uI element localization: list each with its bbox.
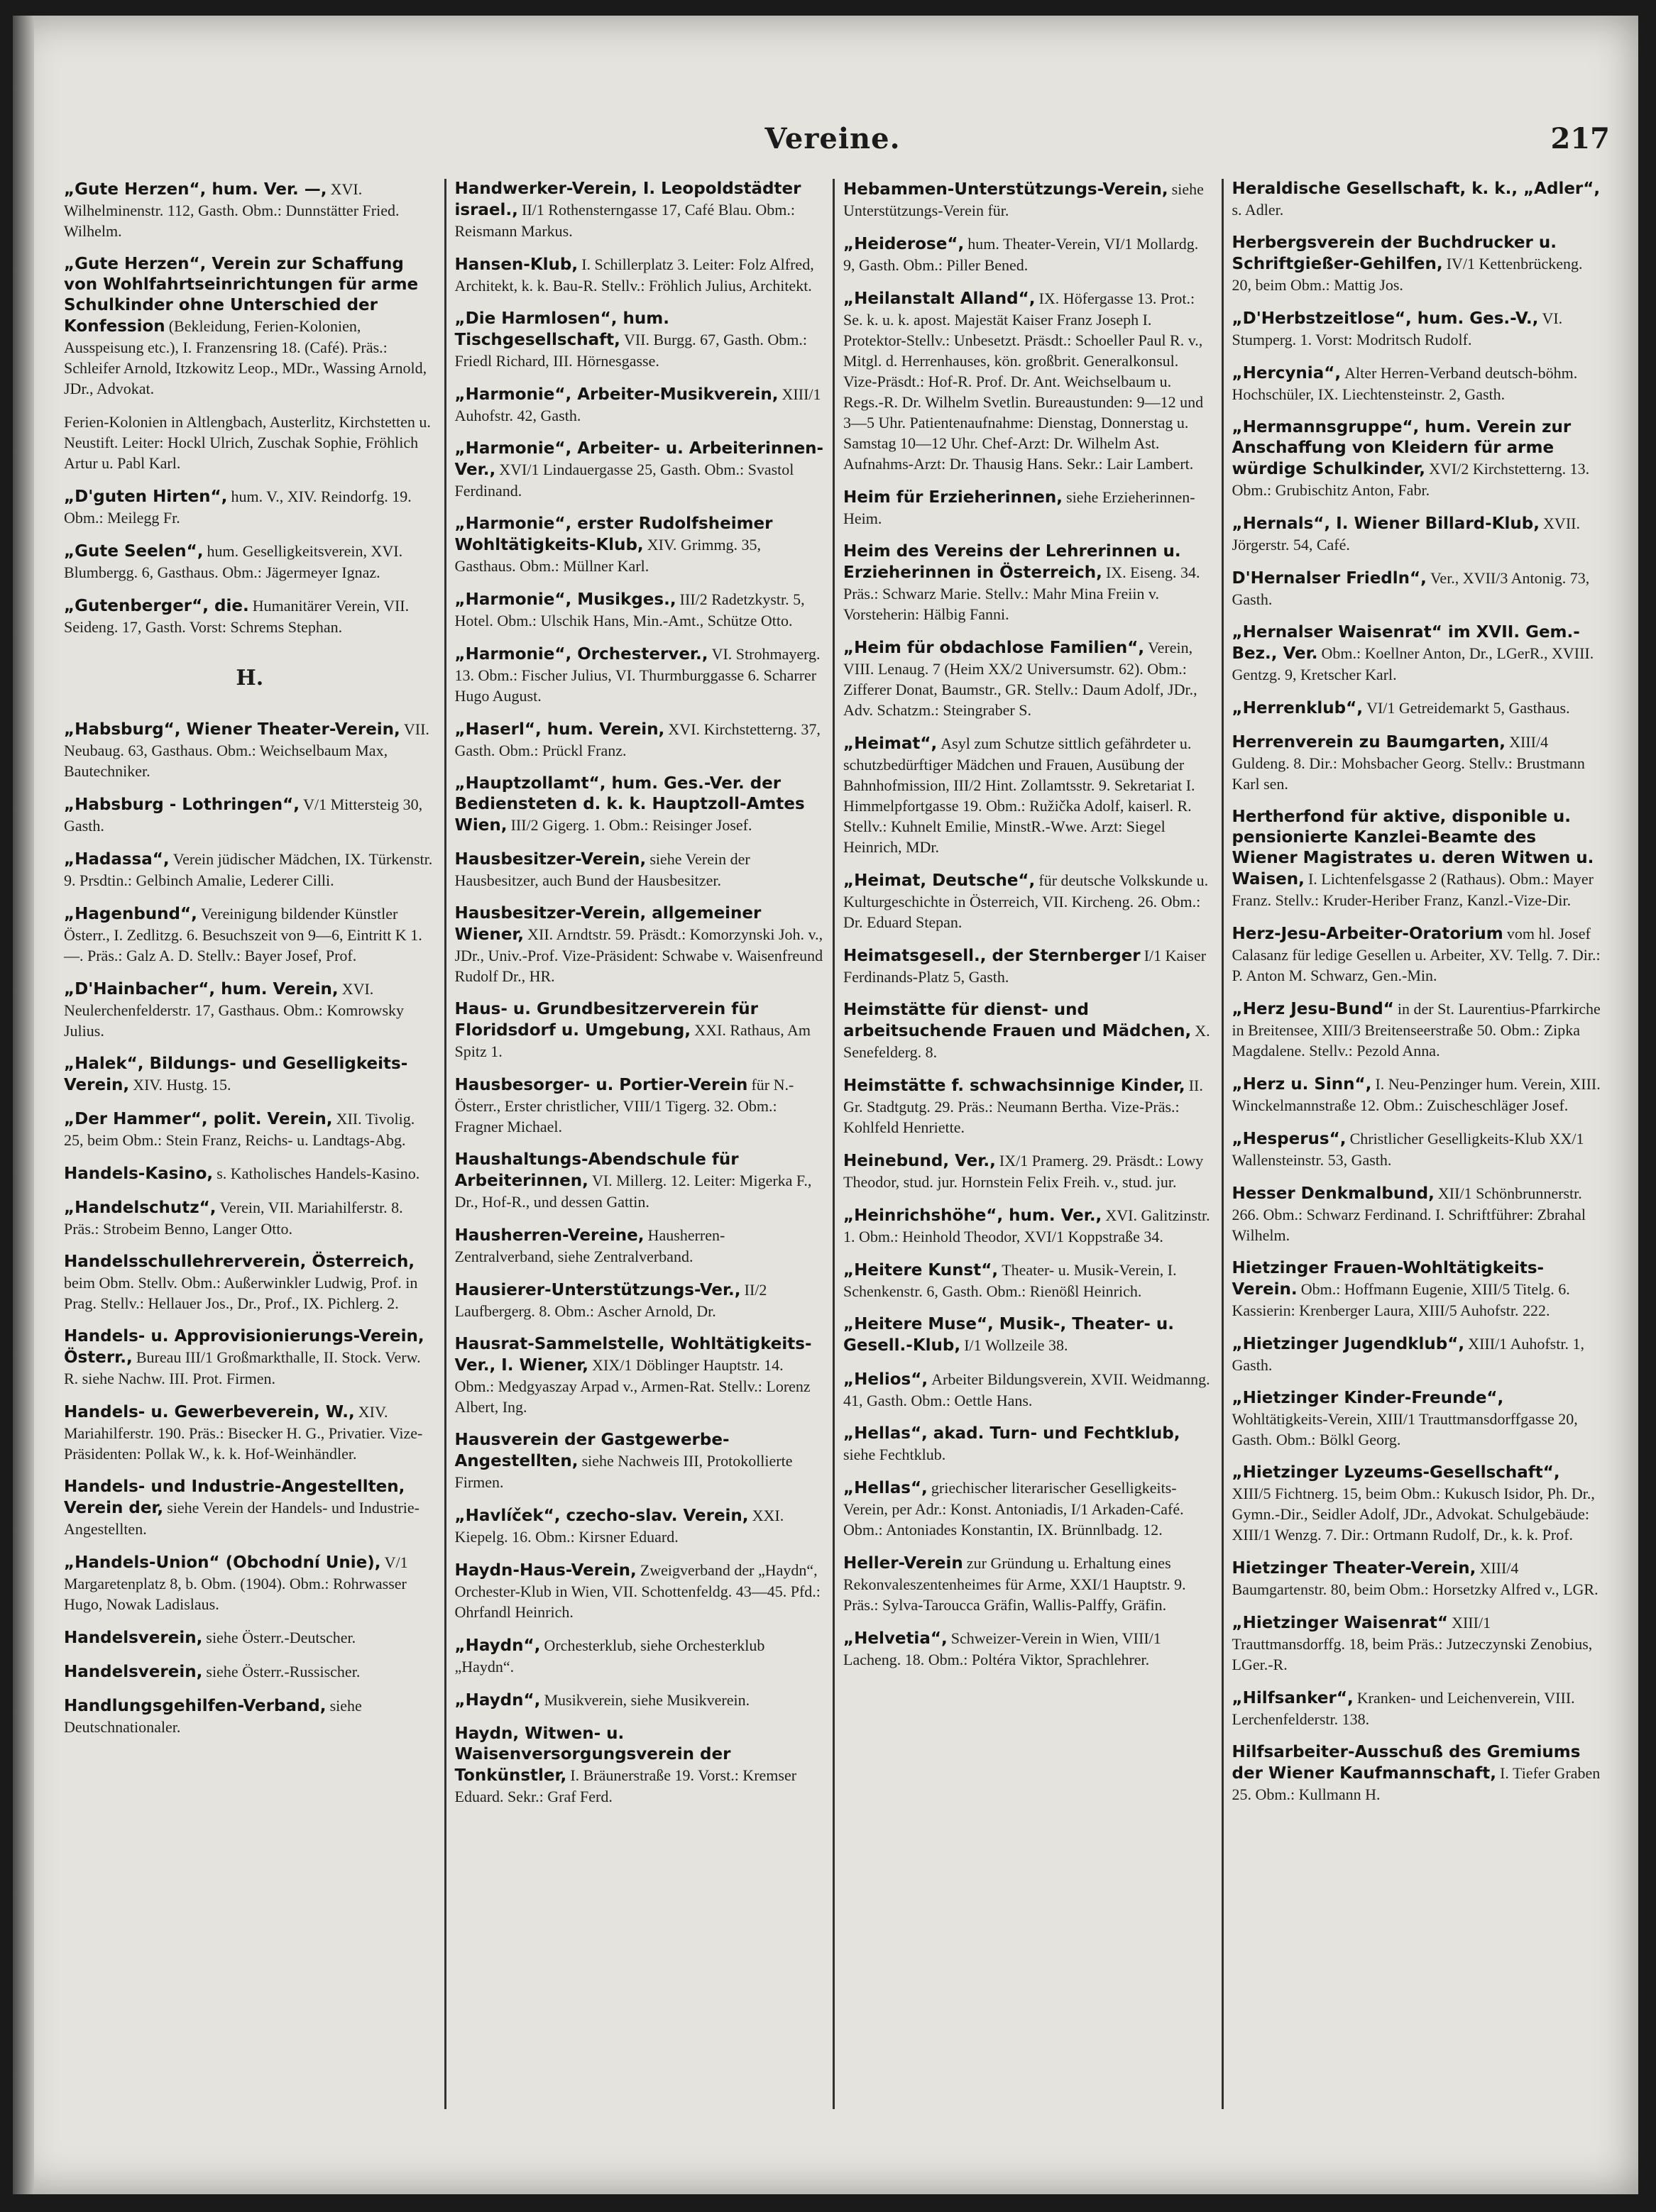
running-title: Vereine. [764, 122, 901, 155]
directory-entry [455, 1074, 825, 1137]
entry-text: siehe Deutschnationaler. [64, 1697, 362, 1736]
entry-name: „Heimat, Deutsche“, [843, 871, 1036, 890]
directory-entry [455, 254, 825, 296]
entry-name: Handelsverein, [64, 1663, 203, 1681]
scanned-page [13, 16, 1638, 2194]
directory-entry [64, 1552, 436, 1614]
directory-entry [455, 439, 825, 501]
entry-text: XVI. Galitzinstr. 1. Obm.: Heinhold Theodor, XVI/1 Koppstraße 34. [843, 1206, 1210, 1245]
directory-entry [455, 1334, 825, 1417]
entry-text: XVI/1 Lindauergasse 25, Gasth. Obm.: Svastol Ferdinand. [454, 461, 794, 500]
entry-text: zur Gründung u. Erhaltung eines Rekonvaleszentenheimes für Arme, XXI/1 Hauptstr. 9. Präs.: Sylva-Taroucca Gräfin, Wallis-Palffy, Gräfin. [843, 1554, 1186, 1614]
directory-entry [455, 999, 825, 1062]
directory-entry [64, 849, 436, 891]
directory-entry [64, 1661, 436, 1683]
directory-entry [455, 514, 825, 576]
entry-name: Hausbesitzer-Verein, allgemeiner Wiener, [454, 904, 762, 944]
directory-entry [64, 794, 436, 836]
entry-name: „D'Hainbacher“, hum. Verein, [64, 980, 339, 998]
entry-name: Hausbesorger- u. Portier-Verein [454, 1076, 748, 1094]
entry-name: Hausierer-Unterstützungs-Ver., [454, 1281, 741, 1299]
entry-text: VI. Millerg. 12. Leiter: Migerka F., Dr., Hof-R., und dessen Gattin. [454, 1172, 812, 1211]
entry-name: Hebammen-Unterstützungs-Verein, [843, 180, 1168, 199]
entry-name: „Herz Jesu-Bund“ [1232, 1000, 1394, 1018]
entry-text: für deutsche Volkskunde u. Kulturgeschichte in Österreich, VII. Kircheng. 26. Obm.: Dr. Eduard Stepan. [843, 871, 1209, 931]
directory-entry [1232, 1074, 1602, 1116]
entry-text: X. Senefelderg. 8. [843, 1022, 1210, 1061]
page-header [55, 122, 1610, 172]
entry-text: IV/1 Kettenbrückeng. 20, beim Obm.: Mattig Jos. [1232, 255, 1583, 294]
entry-text: hum. Theater-Verein, VI/1 Mollardg. 9, Gasth. Obm.: Piller Bened. [843, 235, 1199, 274]
entry-name: „Heinrichshöhe“, hum. Ver., [843, 1206, 1102, 1225]
entry-text: XXI. Rathaus, Am Spitz 1. [454, 1021, 811, 1060]
entry-name: „D'Herbstzeitlose“, hum. Ges.-V., [1232, 309, 1539, 328]
entry-name: Handelsverein, [64, 1629, 203, 1647]
directory-entry [1232, 1183, 1602, 1245]
directory-entry [455, 179, 825, 241]
entry-name: „Heim für obdachlose Familien“, [843, 639, 1145, 657]
entry-text: Bureau III/1 Großmarkthalle, II. Stock. Verw. R. siehe Nachw. III. Prot. Firmen. [64, 1348, 421, 1387]
entry-text: I. Bräunerstraße 19. Vorst.: Kremser Eduard. Sekr.: Graf Ferd. [454, 1766, 797, 1805]
entry-text: I. Tiefer Graben 25. Obm.: Kullmann H. [1232, 1764, 1601, 1803]
entry-text: XIV. Mariahilferstr. 190. Präs.: Bisecker H. G., Privatier. Vize-Präsidenten: Pollak W., k. k. Hof-Weinhändler. [64, 1403, 423, 1463]
page-fold-shadow [13, 16, 34, 2194]
entry-text: Ferien-Kolonien in Altlengbach, Austerlitz, Kirchstetten u. Neustift. Leiter: Hockl Ulrich, Zuschak Sophie, Fröhlich Artur u. Pabl Karl. [64, 413, 431, 472]
directory-entry [843, 945, 1213, 987]
entry-text: griechischer literarischer Geselligkeits-Verein, per Adr.: Konst. Antoniadis, I/1 Arkaden-Café. Obm.: Antoniades Konstantin, IX. Brünnlbadg. 12. [843, 1479, 1184, 1539]
entry-text: I. Lichtenfelsgasse 2 (Rathaus). Obm.: Mayer Franz. Stellv.: Kruder-Heriber Franz, Kanzl.-Vize-Dir. [1232, 870, 1594, 909]
directory-entry [64, 1163, 436, 1184]
entry-name: Heimatsgesell., der Sternberger [843, 947, 1141, 965]
entry-text: Humanitärer Verein, VII. Seideng. 17, Gasth. Vorst: Schrems Stephan. [64, 597, 410, 636]
entry-text: VI. Stumperg. 1. Vorst: Modritsch Rudolf. [1232, 309, 1563, 348]
entry-name: „Halek“, Bildungs- und Geselligkeits-Verein, [64, 1055, 408, 1094]
entry-text: XIII/4 Guldeng. 8. Dir.: Mohsbacher Georg. Stellv.: Brustmann Karl sen. [1232, 733, 1585, 793]
directory-entry [1232, 1612, 1602, 1675]
entry-name: Heraldische Gesellschaft, k. k., „Adler“, [1232, 180, 1601, 198]
entry-text: VII. Burgg. 67, Gasth. Obm.: Friedl Richard, III. Hörnesgasse. [454, 331, 808, 370]
directory-entry [64, 1402, 436, 1464]
entry-text: XII/1 Schönbrunnerstr. 266. Obm.: Schwarz Ferdinand. I. Schriftführer: Zbrahal Wilhelm. [1232, 1184, 1586, 1244]
directory-entry [843, 179, 1213, 221]
directory-entry [1232, 622, 1602, 685]
directory-entry [843, 288, 1213, 474]
entry-text: Obm.: Koellner Anton, Dr., LGerR., XVIII. Gentzg. 9, Kretscher Karl. [1232, 644, 1594, 683]
directory-entry [64, 1054, 436, 1096]
entry-text: XIII/1 Auhofstr. 1, Gasth. [1232, 1335, 1584, 1374]
entry-name: „Habsburg - Lothringen“, [64, 796, 300, 814]
directory-entry [64, 1108, 436, 1150]
entry-name: D'Hernalser Friedln“, [1232, 569, 1427, 588]
entry-name: „Hesperus“, [1232, 1130, 1347, 1148]
directory-entry [455, 1724, 825, 1807]
entry-text: XXI. Kiepelg. 16. Obm.: Kirsner Eduard. [454, 1507, 784, 1546]
entry-text: beim Obm. Stellv. Obm.: Außerwinkler Ludwig, Prof. in Prag. Stellv.: Hellauer Jos., Dr., Prof., IX. Pichlerg. 2. [64, 1274, 418, 1312]
directory-entry [843, 733, 1213, 857]
entry-name: „Gutenberger“, die. [64, 597, 249, 615]
entry-text: I. Schillerplatz 3. Leiter: Folz Alfred, Architekt, k. k. Bau-R. Stellv.: Fröhlich Julius, Architekt. [454, 255, 814, 295]
page-number: 217 [1550, 122, 1610, 155]
entry-name: „Harmonie“, Orchesterver., [454, 645, 708, 664]
entry-text: s. Katholisches Handels-Kasino. [216, 1165, 420, 1182]
entry-text: Vereinigung bildender Künstler Österr., I. Zedlitzg. 6. Besuchszeit von 9—6, Eintritt K 1.—. Präs.: Galz A. D. Stellv.: Bayer Josef, Prof. [64, 905, 422, 964]
directory-entry [64, 1252, 436, 1314]
directory-entry [843, 870, 1213, 932]
entry-name: „Heimat“, [843, 734, 938, 753]
entry-name: Handlungsgehilfen-Verband, [64, 1697, 327, 1715]
entry-text: (Bekleidung, Ferien-Kolonien, Ausspeisung etc.), I. Franzensring 18. (Café). Präs.: Schleifer Arnold, Itzkowitz Leop., MDr., Wassing Arnold, JDr., Advokat. [64, 317, 427, 397]
directory-entry [1232, 1463, 1602, 1545]
entry-text: III/2 Radetzkystr. 5, Hotel. Obm.: Ulschik Hans, Min.-Amt., Schütze Otto. [454, 590, 805, 629]
entry-name: Herz-Jesu-Arbeiter-Oratorium [1232, 925, 1503, 943]
directory-entry [1232, 363, 1602, 405]
entry-text: XIII/1 Auhofstr. 42, Gasth. [454, 385, 821, 424]
entry-name: Handelsschullehrerverein, Österreich, [64, 1253, 415, 1271]
directory-entry [1232, 1388, 1602, 1450]
entry-name: Hietzinger Frauen-Wohltätigkeits-Verein. [1232, 1259, 1545, 1299]
entry-text: in der St. Laurentius-Pfarrkirche in Breitensee, XIII/3 Breitenseerstraße 50. Obm.: Zipka Magdalene. Stellv.: Pezold Anna. [1232, 1000, 1601, 1060]
directory-entry [843, 487, 1213, 529]
entry-text: Musikverein, siehe Musikverein. [544, 1691, 750, 1709]
column-1 [55, 179, 444, 2109]
entry-name: „Handels-Union“ (Obchodní Unie), [64, 1553, 381, 1572]
entry-name: Haydn, Witwen- u. Waisenversorgungsverein der Tonkünstler, [454, 1724, 731, 1785]
entry-name: „Die Harmlosen“, hum. Tischgesellschaft, [454, 309, 669, 349]
directory-entry [64, 1326, 436, 1389]
entry-text: Schweizer-Verein in Wien, VIII/1 Lacheng. 18. Obm.: Poltéra Viktor, Sprachlehrer. [843, 1629, 1161, 1668]
entry-text: V/1 Mittersteig 30, Gasth. [64, 796, 423, 835]
column-3 [833, 179, 1222, 2109]
entry-name: „Gute Seelen“, [64, 542, 204, 561]
entry-name: „Gute Herzen“, hum. Ver. —, [64, 180, 327, 199]
entry-name: „Herrenklub“, [1232, 699, 1363, 717]
directory-entry [455, 903, 825, 986]
entry-name: „Hernals“, I. Wiener Billard-Klub, [1232, 515, 1540, 533]
entry-text: XIII/5 Fichtnerg. 15, beim Obm.: Kukusch Isidor, Ph. Dr., Gymn.-Dir., Seidler Adolf, JDr., Advokat. Schulgebäude: XIII/1 Wenzg. 7. Dir.: Ortmann Rudolf, Dr., k. k. Prof. [1232, 1485, 1595, 1544]
entry-name: „Handelschutz“, [64, 1199, 216, 1217]
directory-entry [843, 233, 1213, 275]
entry-name: „Hietzinger Kinder-Freunde“, [1232, 1389, 1504, 1407]
directory-entry [1232, 698, 1602, 719]
entry-name: „Helvetia“, [843, 1629, 948, 1648]
entry-text: siehe Nachweis III, Protokollierte Firmen. [454, 1452, 793, 1491]
directory-entry [455, 1150, 825, 1212]
entry-name: Heinebund, Ver., [843, 1152, 996, 1170]
entry-text: IX. Höfergasse 13. Prot.: Se. k. u. k. apost. Majestät Kaiser Franz Joseph I. Protektor-Stellv.: Unbesetzt. Präsdt.: Schoeller Paul R. v., Mitgl. d. Herrenhauses, kön. großbrit. Generalkonsul. Vize-Präsdt.: Hof-R. Prof. Dr. Ant. Weichselbaum u. Regs.-R. Dr. Wilhelm Svetlin. Bureaustunden: 9—12 und 3—5 Uhr. Patientenaufnahme: Dienstag, Donnerstag u. Samstag 10—12 Uhr. Chef-Arzt: Dr. Wilhelm Ast. Aufnahms-Arzt: Dr. Thausig Hans. Sekr.: Lair Lambert. [843, 290, 1204, 473]
entry-name: „Hietzinger Waisenrat“ [1232, 1614, 1448, 1632]
entry-text: XII. Tivolig. 25, beim Obm.: Stein Franz, Reichs- u. Landtags-Abg. [64, 1110, 415, 1149]
directory-entry [1232, 807, 1602, 910]
entry-name: „Heitere Muse“, Musik-, Theater- u. Gesell.-Klub, [843, 1315, 1175, 1355]
directory-entry [64, 1477, 436, 1539]
entry-name: Hilfsarbeiter-Ausschuß des Gremiums der Wiener Kaufmannschaft, [1232, 1743, 1581, 1783]
directory-entry [64, 595, 436, 637]
directory-entry [843, 1478, 1213, 1540]
entry-name: Handels- und Industrie-Angestellten, Verein der, [64, 1478, 405, 1517]
entry-name: Haushaltungs-Abendschule für Arbeiterinnen, [454, 1150, 739, 1190]
directory-entry [455, 644, 825, 706]
entry-name: „Heiderose“, [843, 235, 965, 253]
directory-entry [843, 1314, 1213, 1356]
entry-name: Handels- u. Approvisionierungs-Verein, Österr., [64, 1327, 424, 1367]
entry-text: Verein, VIII. Lenaug. 7 (Heim XX/2 Universumstr. 62). Obm.: Zifferer Donat, Baumstr., GR. Stellv.: Daum Adolf, JDr., Adv. Schatzm.: Steingraber S. [843, 639, 1197, 719]
entry-text: XVI. Wilhelminenstr. 112, Gasth. Obm.: Dunnstätter Fried. Wilhelm. [64, 180, 400, 240]
directory-entry [455, 1430, 825, 1492]
entry-text: XVI/2 Kirchstetterng. 13. Obm.: Grubischitz Anton, Fabr. [1232, 460, 1590, 499]
entry-text: siehe Unterstützungs-Verein für. [843, 180, 1204, 219]
directory-entry [64, 254, 436, 399]
entry-text: V/1 Margaretenplatz 8, b. Obm. (1904). Obm.: Rohrwasser Hugo, Nowak Ladislaus. [64, 1553, 408, 1613]
entry-text: XVI. Kirchstetterng. 37, Gasth. Obm.: Prückl Franz. [454, 720, 821, 759]
entry-text: XVI. Neulerchenfelderstr. 17, Gasthaus. Obm.: Komrowsky Julius. [64, 980, 405, 1040]
entry-name: Heim für Erzieherinnen, [843, 488, 1063, 507]
entry-text: II/1 Rothensterngasse 17, Café Blau. Obm.: Reismann Markus. [454, 201, 795, 240]
entry-text: IX/1 Pramerg. 29. Präsdt.: Lowy Theodor, stud. jur. Hornstein Felix Freih. v., stud. jur. [843, 1152, 1204, 1191]
entry-text: VI/1 Getreidemarkt 5, Gasthaus. [1366, 699, 1570, 717]
directory-entry [64, 179, 436, 241]
entry-text: siehe Verein der Handels- und Industrie-Angestellten. [64, 1499, 420, 1538]
entry-text: XIII/4 Baumgartenstr. 80, beim Obm.: Horsetzky Alfred v., LGR. [1232, 1559, 1599, 1598]
directory-entry [64, 541, 436, 583]
column-4 [1222, 179, 1611, 2109]
entry-text: II/2 Laufbergerg. 8. Obm.: Ascher Arnold, Dr. [454, 1281, 767, 1320]
entry-name: „Heitere Kunst“, [843, 1261, 999, 1280]
entry-name: Hansen-Klub, [454, 255, 578, 274]
directory-entry [843, 1000, 1213, 1062]
entry-name: „Hadassa“, [64, 850, 170, 869]
entry-text: I/1 Kaiser Ferdinands-Platz 5, Gasth. [843, 947, 1207, 986]
entry-name: „Hietzinger Jugendklub“, [1232, 1335, 1465, 1353]
entry-name: Herrenverein zu Baumgarten, [1232, 733, 1506, 752]
entry-name: „Habsburg“, Wiener Theater-Verein, [64, 720, 400, 739]
entry-name: „Gute Herzen“, Verein zur Schaffung von Wohlfahrtseinrichtungen für arme Schulkinder ohne Unterschied der Konfession [64, 255, 419, 336]
entry-name: „Harmonie“, Arbeiter-Musikverein, [454, 385, 779, 404]
entry-text: IX. Eiseng. 34. Präs.: Schwarz Marie. Stellv.: Mahr Mina Freiin v. Vorsteherin: Hälbig Fanni. [843, 563, 1200, 623]
entry-name: Haus- u. Grundbesitzerverein für Floridsdorf u. Umgebung, [454, 1000, 758, 1040]
entry-text: Alter Herren-Verband deutsch-böhm. Hochschüler, IX. Liechtensteinstr. 2, Gasth. [1232, 364, 1578, 403]
entry-text: s. Adler. [1232, 201, 1284, 219]
entry-text: VII. Neubaug. 63, Gasthaus. Obm.: Weichselbaum Max, Bautechniker. [64, 720, 429, 780]
directory-entry [1232, 568, 1602, 610]
directory-entry [64, 1627, 436, 1649]
entry-text: Christlicher Geselligkeits-Klub XX/1 Wallensteinstr. 53, Gasth. [1232, 1130, 1584, 1169]
directory-entry [843, 1424, 1213, 1465]
entry-name: „Hellas“, [843, 1479, 928, 1497]
directory-entry [1232, 1742, 1602, 1805]
entry-name: Handels-Kasino, [64, 1165, 214, 1183]
entry-text: Verein jüdischer Mädchen, IX. Türkenstr. 9. Prsdtin.: Gelbinch Amalie, Lederer Cilli. [64, 850, 433, 889]
directory-entry [455, 774, 825, 836]
entry-name: „Herz u. Sinn“, [1232, 1075, 1372, 1094]
entry-text: Hausherren-Zentralverband, siehe Zentralverband. [454, 1226, 725, 1265]
entry-name: „Helios“, [843, 1370, 928, 1389]
directory-entry [64, 719, 436, 781]
directory-entry [1232, 233, 1602, 295]
entry-name: „Harmonie“, Arbeiter- u. Arbeiterinnen-Ver., [454, 439, 824, 479]
entry-name: Heller-Verein [843, 1554, 963, 1573]
entry-text: siehe Österr.-Russischer. [206, 1663, 361, 1680]
entry-text: siehe Österr.-Deutscher. [206, 1629, 356, 1646]
directory-entry [1232, 1333, 1602, 1375]
entry-text: Verein, VII. Mariahilferstr. 8. Präs.: Strobeim Benno, Langer Otto. [64, 1199, 403, 1238]
directory-entry [1232, 417, 1602, 500]
entry-name: „Haserl“, hum. Verein, [454, 720, 665, 739]
entry-text: XII. Arndtstr. 59. Präsdt.: Komorzynski Joh. v., JDr., Univ.-Prof. Vize-Präsident: Schwabe v. Waisenfreund Rudolf Dr., HR. [454, 925, 823, 985]
directory-entry [64, 412, 436, 473]
entry-name: „Hietzinger Lyzeums-Gesellschaft“, [1232, 1463, 1560, 1482]
entry-name: „Hellas“, akad. Turn- und Fechtklub, [843, 1424, 1180, 1443]
entry-name: „Hauptzollamt“, hum. Ges.-Ver. der Bediensteten d. k. k. Hauptzoll-Amtes Wien, [454, 774, 805, 835]
entry-text: hum. V., XIV. Reindorfg. 19. Obm.: Meilegg Fr. [64, 488, 412, 527]
entry-text: Orchesterklub, siehe Orchesterklub „Haydn“. [454, 1636, 765, 1675]
entry-text: Wohltätigkeits-Verein, XIII/1 Trauttmansdorffgasse 20, Gasth. Obm.: Bölkl Georg. [1232, 1410, 1578, 1448]
entry-name: Haydn-Haus-Verein, [454, 1561, 637, 1580]
entry-name: Handels- u. Gewerbeverein, W., [64, 1403, 355, 1421]
entry-text: siehe Fechtklub. [843, 1446, 946, 1463]
entry-name: „Hilfsanker“, [1232, 1689, 1354, 1707]
directory-entry [843, 1150, 1213, 1192]
entry-name: „Hagenbund“, [64, 905, 197, 923]
entry-name: „Haydn“, [454, 1691, 541, 1710]
directory-entry [455, 1280, 825, 1321]
entry-text: I. Neu-Penzinger hum. Verein, XIII. Winckelmannstraße 12. Obm.: Zuischeschläger Josef. [1232, 1075, 1601, 1114]
directory-entry [64, 486, 436, 528]
entry-text: Obm.: Hoffmann Eugenie, XIII/5 Titelg. 6. Kassierin: Krenberger Laura, XIII/5 Auhofstr. 222. [1232, 1280, 1570, 1319]
directory-entry [455, 1635, 825, 1677]
entry-text: Theater- u. Musik-Verein, I. Schenkenstr. 6, Gasth. Obm.: Rienößl Heinrich. [843, 1261, 1177, 1300]
entry-name: Hietzinger Theater-Verein, [1232, 1559, 1476, 1578]
entry-text: II. Gr. Stadtgutg. 29. Präs.: Neumann Bertha. Vize-Präs.: Kohlfeld Henriette. [843, 1077, 1203, 1136]
entry-name: Hesser Denkmalbund, [1232, 1184, 1435, 1203]
directory-entry [1232, 998, 1602, 1061]
entry-text: vom hl. Josef Calasanz für ledige Gesellen u. Arbeiter, XV. Tellg. 7. Dir.: P. Anton M. Schwarz, Gen.-Min. [1232, 925, 1601, 984]
entry-name: Handwerker-Verein, I. Leopoldstädter israel., [454, 180, 801, 219]
entry-text: XIX/1 Döblinger Hauptstr. 14. Obm.: Medgyaszay Arpad v., Armen-Rat. Stellv.: Lorenz Albert, Ing. [454, 1356, 811, 1416]
directory-entry [843, 1205, 1213, 1247]
entry-text: Zweigverband der „Haydn“, Orchester-Klub in Wien, VII. Schottenfeldg. 43—45. Pfd.: Ohrfandl Heinrich. [454, 1561, 821, 1621]
entry-name: „D'guten Hirten“, [64, 488, 228, 506]
section-letter: H. [236, 666, 264, 690]
entry-name: „Hercynia“, [1232, 364, 1342, 383]
directory-entry [1232, 1128, 1602, 1170]
entry-text: Asyl zum Schutze sittlich gefährdeter u. schutzbedürftiger Mädchen und Frauen, Ausübung der Bahnhofmission, III/2 Hint. Zollamtsstr. 9. Sekretariat I. Himmelpfortgasse 19. Obm.: Ružička Adolf, kaiserl. R. Stellv.: Kuhnelt Emilie, MinstR.-Wwe. Arzt: Siegel Heinrich, MDr. [843, 734, 1195, 856]
entry-text: siehe Erzieherinnen-Heim. [843, 488, 1195, 527]
entry-name: Heimstätte für dienst- und arbeitsuchende Frauen und Mädchen, [843, 1001, 1192, 1040]
directory-entry [455, 309, 825, 371]
directory-entry [1232, 179, 1602, 220]
entry-name: Hausherren-Vereine, [454, 1226, 645, 1245]
entry-name: „Harmonie“, Musikges., [454, 590, 676, 609]
directory-entry [64, 903, 436, 966]
directory-entry [843, 1628, 1213, 1670]
directory-entry [843, 541, 1213, 624]
directory-entry [455, 589, 825, 631]
entry-name: Hausverein der Gastgewerbe-Angestellten, [454, 1431, 730, 1470]
entry-text: XVII. Jörgerstr. 54, Café. [1232, 515, 1580, 554]
directory-entry [1232, 1688, 1602, 1729]
entry-text: III/2 Gigerg. 1. Obm.: Reisinger Josef. [510, 816, 752, 834]
directory-entry [1232, 1558, 1602, 1600]
entry-name: „Heilanstalt Alland“, [843, 290, 1036, 308]
directory-entry [455, 1690, 825, 1711]
entry-text: XIV. Hustg. 15. [133, 1076, 231, 1094]
entry-name: „Haydn“, [454, 1636, 541, 1655]
entry-text: hum. Geselligkeitsverein, XVI. Blumbergg. 6, Gasthaus. Obm.: Jägermeyer Ignaz. [64, 542, 403, 581]
directory-entry [1232, 513, 1602, 555]
entry-name: Heimstätte f. schwachsinnige Kinder, [843, 1077, 1185, 1095]
entry-name: Heim des Vereins der Lehrerinnen u. Erzieherinnen in Österreich, [843, 542, 1181, 582]
directory-entry [455, 1505, 825, 1547]
directory-entry [1232, 923, 1602, 986]
directory-entry [455, 719, 825, 761]
directory-columns [55, 179, 1610, 2109]
column-2 [444, 179, 833, 2109]
entry-text: für N.-Österr., Erster christlicher, VIII/1 Tigerg. 32. Obm.: Fragner Michael. [454, 1076, 794, 1135]
directory-entry [1232, 308, 1602, 350]
entry-name: „Harmonie“, erster Rudolfsheimer Wohltätigkeits-Klub, [454, 515, 773, 554]
directory-entry [843, 1369, 1213, 1411]
entry-name: „Hernalser Waisenrat“ im XVII. Gem.-Bez., Ver. [1232, 623, 1580, 663]
directory-entry [455, 1560, 825, 1622]
directory-entry [843, 1075, 1213, 1138]
directory-entry [1232, 1258, 1602, 1321]
directory-entry [843, 1553, 1213, 1615]
entry-name: „Havlíček“, czecho-slav. Verein, [454, 1507, 749, 1525]
directory-entry [455, 1225, 825, 1267]
directory-entry [843, 637, 1213, 720]
entry-text: I/1 Wollzeile 38. [964, 1336, 1068, 1354]
entry-name: Hausrat-Sammelstelle, Wohltätigkeits-Ver., I. Wiener, [454, 1335, 812, 1375]
entry-name: „Der Hammer“, polit. Verein, [64, 1110, 333, 1128]
directory-entry [64, 979, 436, 1041]
directory-entry [843, 1260, 1213, 1302]
entry-text: VI. Strohmayerg. 13. Obm.: Fischer Julius, VI. Thurmburggasse 6. Scharrer Hugo August. [454, 645, 821, 705]
entry-name: Herbergsverein der Buchdrucker u. Schriftgießer-Gehilfen, [1232, 233, 1557, 273]
entry-text: XIV. Grimmg. 35, Gasthaus. Obm.: Müllner Karl. [454, 536, 762, 575]
entry-name: Hertherfond für aktive, disponible u. pensionierte Kanzlei-Beamte des Wiener Magistrates u. deren Witwen u. Waisen, [1232, 808, 1594, 888]
entry-text: XIII/1 Trauttmansdorffg. 18, beim Präs.: Jutzeczynski Zenobius, LGer.-R. [1232, 1614, 1593, 1673]
entry-text: siehe Verein der Hausbesitzer, auch Bund der Hausbesitzer. [454, 850, 750, 889]
entry-text: Kranken- und Leichenverein, VIII. Lerchenfelderstr. 138. [1232, 1689, 1575, 1728]
directory-entry [1232, 732, 1602, 794]
directory-entry [455, 384, 825, 426]
directory-entry [455, 849, 825, 891]
directory-entry [64, 1197, 436, 1239]
entry-text: Arbeiter Bildungsverein, XVII. Weidmanng. 41, Gasth. Obm.: Oettle Hans. [843, 1370, 1210, 1409]
entry-text: Ver., XVII/3 Antonig. 73, Gasth. [1232, 569, 1590, 608]
directory-entry [64, 1695, 436, 1737]
entry-name: Hausbesitzer-Verein, [454, 850, 647, 869]
entry-name: „Hermannsgruppe“, hum. Verein zur Anschaffung von Kleidern für arme würdige Schulkinder, [1232, 418, 1572, 478]
